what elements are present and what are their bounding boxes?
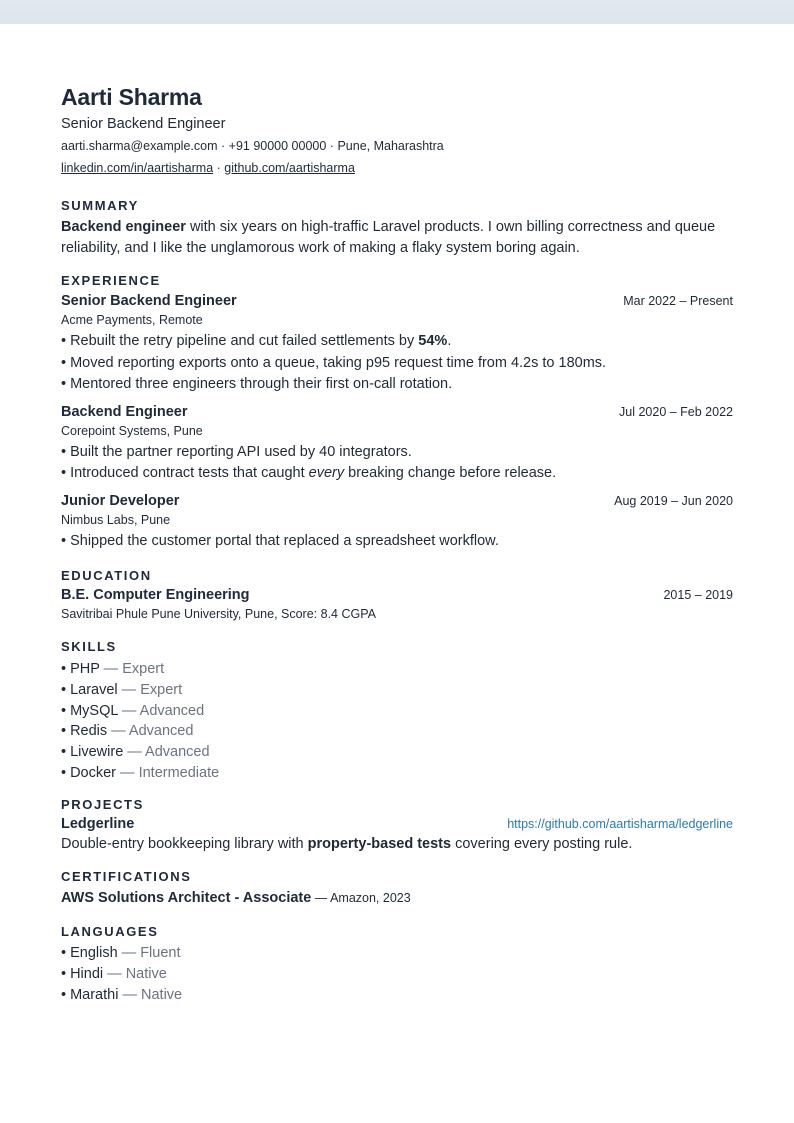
- list-item: • Rebuilt the retry pipeline and cut failed settlements by 54%.: [61, 331, 733, 353]
- github-link[interactable]: github.com/aartisharma: [224, 161, 355, 175]
- list-item: • Mentored three engineers through their first on-call rotation.: [61, 374, 733, 396]
- candidate-name: Aarti Sharma: [61, 84, 202, 110]
- job-entry: [61, 292, 733, 396]
- candidate-role: Senior Backend Engineer: [61, 116, 226, 132]
- job-dates: Aug 2019 – Jun 2020: [614, 493, 733, 508]
- school: Savitribai Phule Pune University, Pune, Score: 8.4 CGPA: [61, 607, 376, 621]
- contact-line: [61, 138, 733, 154]
- certification-meta: — Amazon, 2023: [311, 891, 411, 906]
- linkedin-link[interactable]: linkedin.com/in/aartisharma: [61, 161, 214, 175]
- section-title: EDUCATION: [61, 568, 152, 583]
- list-item: • PHP — Expert: [61, 659, 733, 680]
- section-title: EXPERIENCE: [61, 273, 161, 288]
- skills-section: [61, 639, 733, 784]
- summary-section: [61, 198, 733, 258]
- experience-section: [61, 273, 733, 552]
- section-title: LANGUAGES: [61, 924, 159, 940]
- section-title: CERTIFICATIONS: [61, 869, 192, 885]
- top-bar: [0, 0, 794, 24]
- list-item: • Laravel — Expert: [61, 680, 733, 701]
- list-item: • Hindi — Native: [61, 964, 733, 985]
- degree: B.E. Computer Engineering: [61, 587, 250, 603]
- project-link[interactable]: https://github.com/aartisharma/ledgerline: [507, 816, 733, 831]
- summary-text: Backend engineer with six years on high-traffic Laravel products. I own billing correctness and queue reliability, and I like the unglamorous work of making a flaky system boring again.: [61, 219, 716, 256]
- list-item: • Redis — Advanced: [61, 721, 733, 742]
- list-item: • Introduced contract tests that caught every breaking change before release.: [61, 463, 733, 485]
- list-item: • Built the partner reporting API used by 40 integrators.: [61, 442, 733, 464]
- project-description: Double-entry bookkeeping library with property-based tests covering every posting rule.: [61, 835, 633, 852]
- certification-name: AWS Solutions Architect - Associate: [61, 890, 312, 907]
- section-title: SKILLS: [61, 639, 117, 654]
- project-name: Ledgerline: [61, 815, 135, 832]
- list-item: • Livewire — Advanced: [61, 742, 733, 763]
- job-entry: [61, 403, 733, 485]
- job-org: Acme Payments, Remote: [61, 313, 203, 327]
- resume-page: [61, 84, 733, 1006]
- profile-links: [61, 160, 733, 176]
- job-title: Senior Backend Engineer: [61, 293, 237, 309]
- languages-list: [61, 943, 733, 1005]
- languages-section: [61, 924, 733, 1005]
- list-item: • Marathi — Native: [61, 985, 733, 1006]
- list-item: • Moved reporting exports onto a queue, taking p95 request time from 4.2s to 180ms.: [61, 353, 733, 375]
- certification-entry: [61, 888, 733, 908]
- list-item: • Docker — Intermediate: [61, 763, 733, 784]
- job-entry: [61, 492, 733, 553]
- section-title: PROJECTS: [61, 796, 144, 812]
- education-section: [61, 568, 733, 622]
- separator: ·: [329, 139, 334, 153]
- job-org: Corepoint Systems, Pune: [61, 423, 203, 438]
- list-item: • Shipped the customer portal that replaced a spreadsheet workflow.: [61, 531, 733, 553]
- job-bullets: [61, 331, 733, 396]
- job-title: Junior Developer: [61, 492, 180, 509]
- job-org: Nimbus Labs, Pune: [61, 512, 171, 527]
- separator: ·: [220, 139, 226, 153]
- job-dates: Mar 2022 – Present: [623, 294, 733, 308]
- skills-list: [61, 659, 733, 784]
- email: aarti.sharma@example.com: [61, 139, 218, 153]
- job-bullets: [61, 531, 733, 553]
- location: Pune, Maharashtra: [337, 139, 444, 153]
- phone: +91 90000 00000: [228, 139, 327, 153]
- list-item: • English — Fluent: [61, 943, 733, 964]
- list-item: • MySQL — Advanced: [61, 701, 733, 722]
- section-title: SUMMARY: [61, 198, 139, 213]
- job-bullets: [61, 442, 733, 485]
- education-dates: 2015 – 2019: [663, 588, 733, 602]
- job-dates: Jul 2020 – Feb 2022: [619, 404, 733, 419]
- certifications-section: [61, 869, 733, 908]
- projects-section: [61, 797, 733, 855]
- separator: ·: [216, 161, 221, 175]
- job-title: Backend Engineer: [61, 403, 188, 420]
